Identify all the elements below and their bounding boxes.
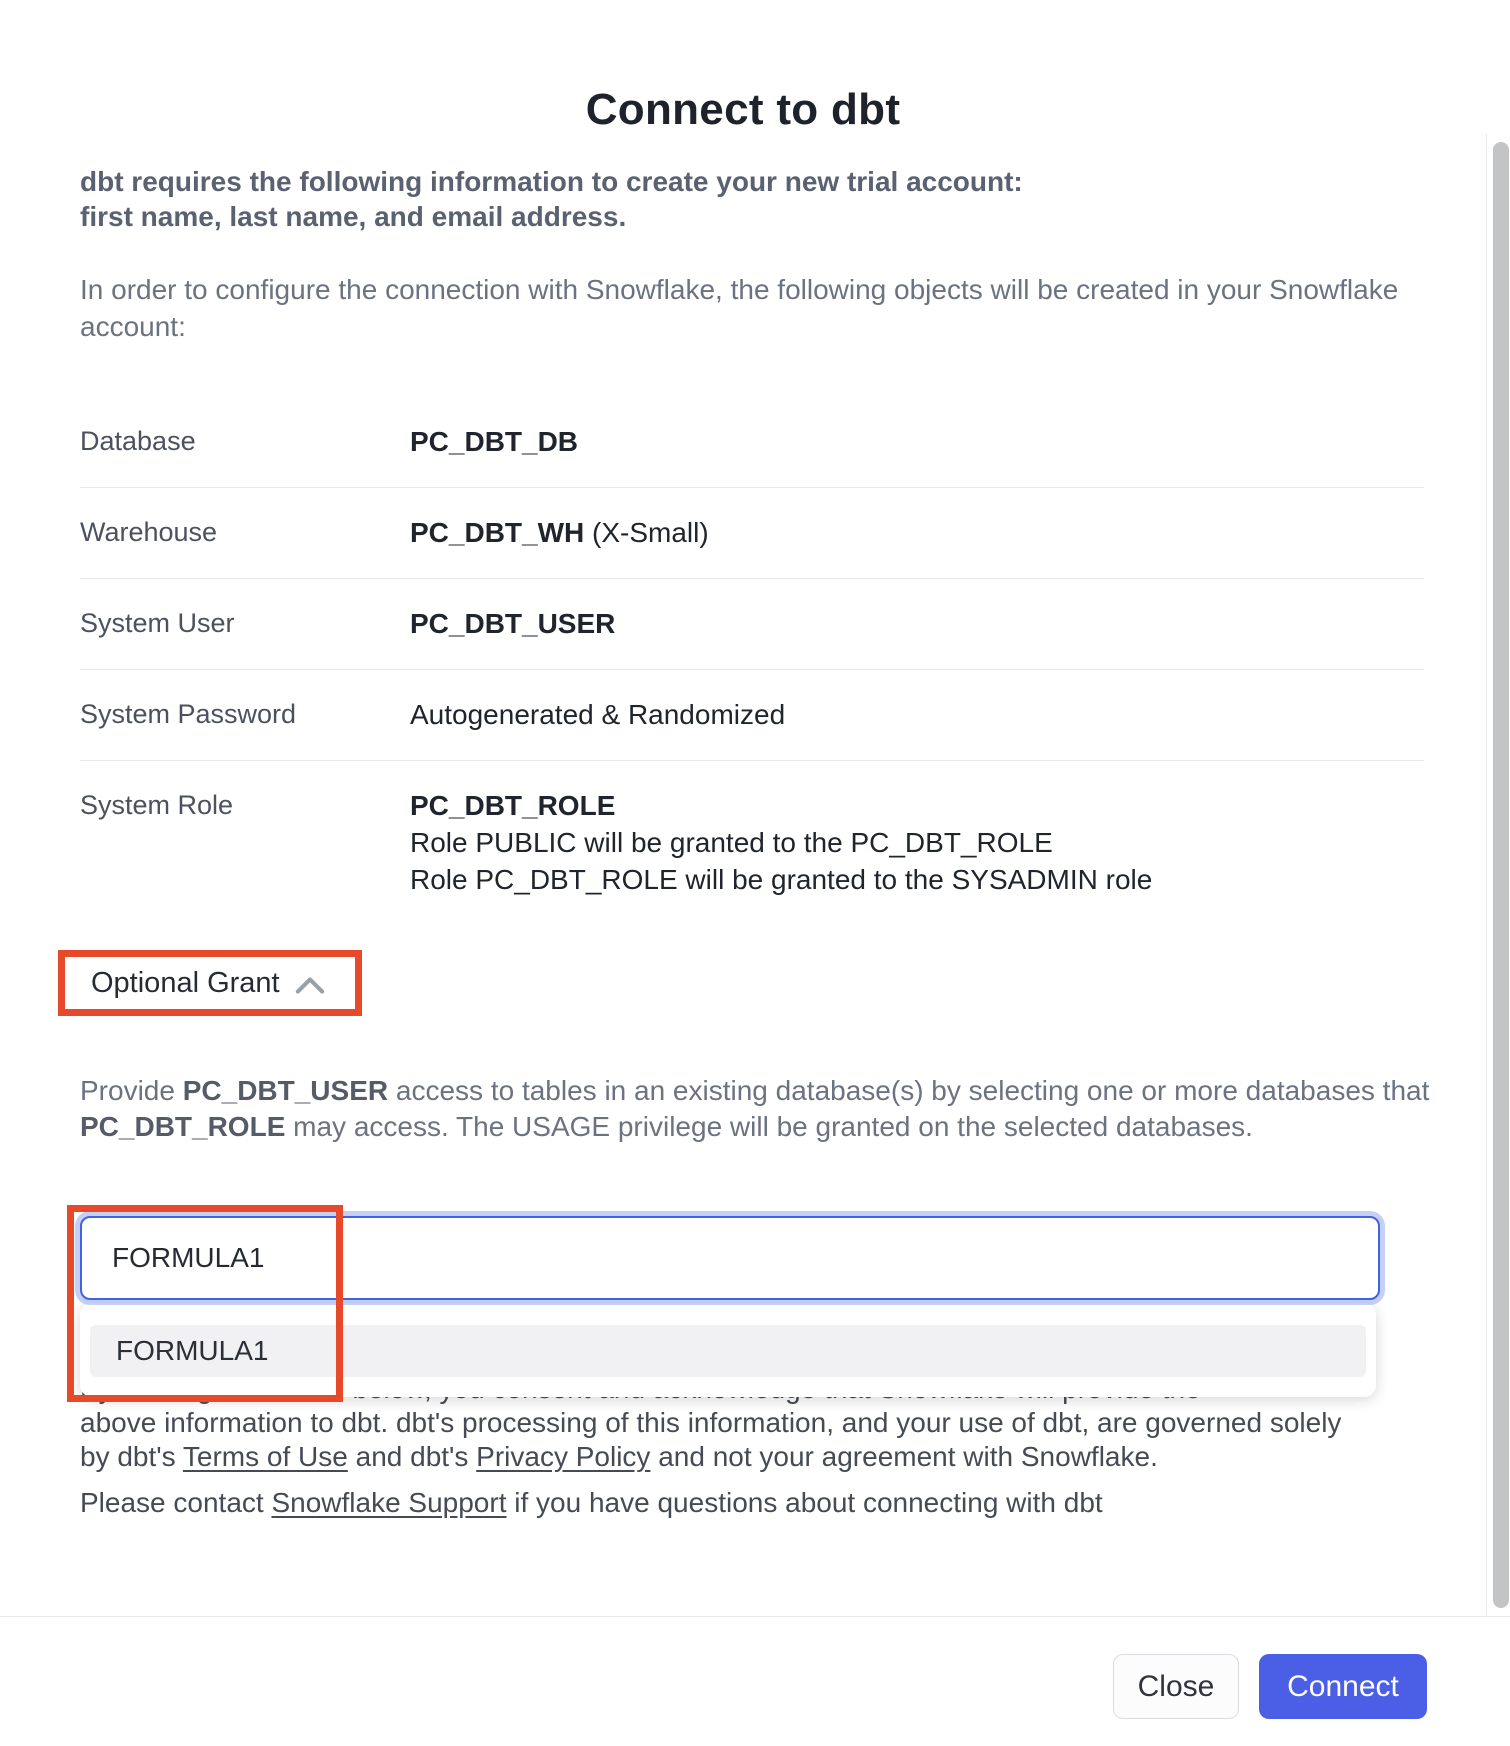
table-row-system-role [80,761,1424,925]
warehouse-size: (X-Small) [584,517,709,548]
legal-text-part: and not your agreement with Snowflake. [650,1441,1158,1472]
optional-grant-toggle[interactable] [58,950,362,1016]
role-grant-line1: Role PUBLIC will be granted to the PC_DBT_ROLE [410,827,1053,858]
close-button[interactable]: Close [1113,1654,1239,1719]
row-label: System Password [80,699,297,729]
support-text [80,1487,1430,1519]
row-label: System Role [80,790,234,820]
objects-table [80,397,1424,925]
legal-line3 [80,1440,1430,1474]
intro-configure-text: In order to configure the connection with Snowflake, the following objects will be created in your Snowflake account: [80,274,1399,342]
connect-button[interactable]: Connect [1259,1654,1427,1719]
privacy-policy-link[interactable]: Privacy Policy [476,1441,651,1472]
grant-role-name: PC_DBT_ROLE [80,1111,286,1142]
grant-description-text [80,1073,1440,1145]
legal-text-part: and dbt's [347,1441,477,1472]
legal-text-part: by dbt's [80,1441,183,1472]
chevron-up-icon [295,977,325,994]
database-value: PC_DBT_DB [410,426,579,457]
legal-line2: above information to dbt. dbt's processing of this information, and your use of dbt, are governed solely [80,1407,1342,1438]
row-value: Autogenerated & Randomized [410,699,786,730]
warehouse-value: PC_DBT_WH [410,517,585,548]
row-value [410,514,709,551]
table-row-warehouse [80,488,1424,579]
intro-requirements-text [80,164,1430,234]
intro-requirements-line2: first name, last name, and email address. [80,201,627,232]
grant-text-part: may access. The USAGE privilege will be granted on the selected databases. [285,1111,1253,1142]
table-row-system-password [80,670,1424,761]
row-label: Database [80,426,196,456]
role-grant-line2: Role PC_DBT_ROLE will be granted to the SYSADMIN role [410,864,1153,895]
page-title: Connect to dbt [585,85,901,134]
optional-grant-label: Optional Grant [91,966,280,999]
row-label: System User [80,608,235,638]
intro-requirements-line1: dbt requires the following information to create your new trial account: [80,166,1023,197]
grant-text-part: access to tables in an existing database(s) by selecting one or more databases that [388,1075,1430,1106]
grant-user-name: PC_DBT_USER [182,1075,389,1106]
grant-text-part: Provide [80,1075,183,1106]
row-value [410,605,615,642]
dialog-footer [0,1616,1510,1746]
row-label: Warehouse [80,517,218,547]
scrollbar-thumb[interactable] [1493,142,1509,1608]
system-user-value: PC_DBT_USER [410,608,616,639]
row-value [410,787,1152,898]
table-row-database [80,397,1424,488]
scrollbar-track[interactable] [1486,133,1510,1616]
annotation-box-database-select [67,1205,343,1402]
terms-of-use-link[interactable]: Terms of Use [182,1441,348,1472]
system-role-value: PC_DBT_ROLE [410,790,616,821]
support-text-part: if you have questions about connecting with dbt [506,1487,1103,1518]
support-text-part: Please contact [80,1487,272,1518]
snowflake-support-link[interactable]: Snowflake Support [271,1487,507,1518]
table-row-system-user [80,579,1424,670]
dropdown-option-formula1[interactable]: FORMULA1 [90,1325,1366,1377]
row-value [410,423,578,460]
